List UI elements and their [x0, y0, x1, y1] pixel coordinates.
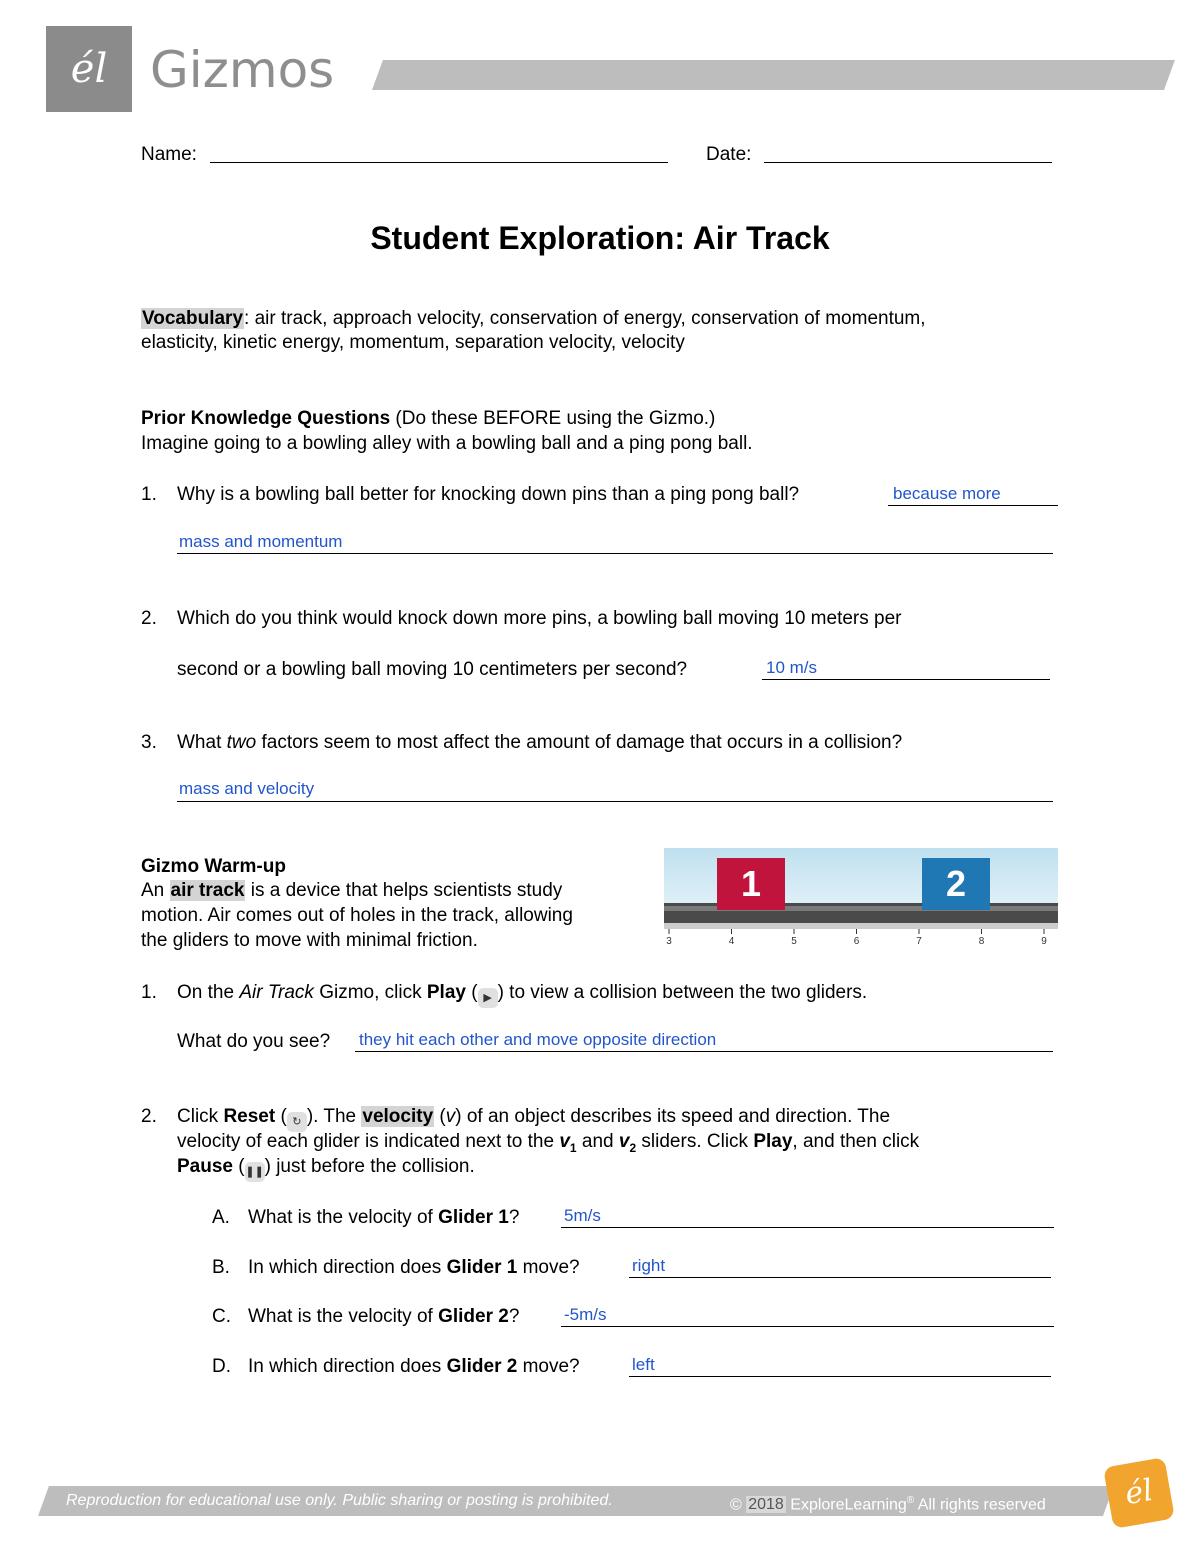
question-number: 3.	[141, 732, 157, 753]
answer-line[interactable]	[561, 1326, 1054, 1327]
gizmos-brand: Gizmos	[150, 41, 335, 99]
warmup-heading: Gizmo Warm-up	[141, 856, 286, 877]
ruler-tick-label: 6	[853, 936, 860, 947]
ruler-tick-label: 8	[978, 936, 985, 947]
header-bar	[372, 60, 1175, 90]
warmup-question-2-line-3: Pause (❚❚) just before the collision.	[177, 1155, 475, 1182]
answer-text: mass and momentum	[179, 532, 343, 551]
ruler-tick-label: 7	[916, 936, 922, 947]
vocabulary-line-1: Vocabulary: air track, approach velocity, conservation of energy, conservation of momentum,	[142, 308, 926, 329]
vocabulary-label: Vocabulary	[142, 308, 244, 329]
answer-line[interactable]	[762, 679, 1050, 680]
reset-icon: ↻	[287, 1112, 307, 1132]
track-base	[664, 923, 1058, 929]
footer-copyright: © 2018 ExploreLearning® All rights reserved	[730, 1495, 1046, 1514]
question-number: 1.	[141, 982, 157, 1003]
question-number: 2.	[141, 1106, 157, 1127]
answer-line[interactable]	[177, 801, 1053, 802]
glider-2: 2	[922, 858, 990, 910]
answer-text: they hit each other and move opposite direction	[359, 1030, 717, 1049]
answer-text: right	[632, 1256, 666, 1275]
answer-text: because more	[893, 484, 1001, 503]
sub-question-a: What is the velocity of Glider 1?	[248, 1207, 520, 1228]
warmup-question-2-line-2: velocity of each glider is indicated next to the $v_1$ and $v_2$ sliders. Click Play, and then click	[177, 1131, 920, 1155]
sub-question-letter: D.	[212, 1356, 231, 1377]
sub-question-c: What is the velocity of Glider 2?	[248, 1306, 520, 1327]
prior-knowledge-heading: Prior Knowledge Questions (Do these BEFORE using the Gizmo.)	[141, 408, 716, 429]
warmup-line-2: motion. Air comes out of holes in the track, allowing	[141, 905, 573, 926]
question-2-line-1: Which do you think would knock down more pins, a bowling ball moving 10 meters per	[177, 608, 902, 629]
question-number: 1.	[141, 484, 157, 505]
answer-line[interactable]	[561, 1227, 1054, 1228]
air-track-image	[664, 848, 1058, 958]
warmup-line-1: An air track is a device that helps scientists study	[141, 880, 563, 901]
ruler-tick-label: 5	[791, 936, 797, 947]
answer-text: left	[632, 1355, 655, 1374]
page-title: Student Exploration: Air Track	[370, 220, 830, 256]
sub-question-letter: B.	[212, 1257, 230, 1278]
glider-1: 1	[717, 858, 785, 910]
name-field[interactable]	[210, 162, 668, 163]
vocabulary-line-2: elasticity, kinetic energy, momentum, separation velocity, velocity	[141, 332, 685, 353]
answer-line[interactable]	[629, 1376, 1051, 1377]
footer-notice: Reproduction for educational use only. Public sharing or posting is prohibited.	[66, 1492, 613, 1509]
warmup-question-2-line-1: Click Reset ( ↻ ). The velocity (v) of an object describes its speed and direction. The	[177, 1105, 890, 1132]
answer-line[interactable]	[888, 505, 1058, 506]
prior-knowledge-intro: Imagine going to a bowling alley with a bowling ball and a ping pong ball.	[141, 433, 753, 454]
sub-question-d: In which direction does Glider 2 move?	[248, 1356, 580, 1377]
answer-line[interactable]	[629, 1277, 1051, 1278]
sub-question-letter: A.	[212, 1207, 230, 1228]
sub-question-letter: C.	[212, 1306, 231, 1327]
answer-line[interactable]	[355, 1051, 1053, 1052]
warmup-question-1-text: On the Air Track Gizmo, click Play ( ▶ ) to view a collision between the two gliders.	[177, 981, 867, 1008]
date-field[interactable]	[764, 162, 1052, 163]
question-2-line-2: second or a bowling ball moving 10 centimeters per second?	[177, 659, 688, 680]
play-icon: ▶	[478, 988, 498, 1008]
question-1-text: Why is a bowling ball better for knocking down pins than a ping pong ball?	[177, 484, 800, 505]
answer-text: 10 m/s	[766, 658, 818, 677]
question-3-text: What two factors seem to most affect the amount of damage that occurs in a collision?	[177, 732, 903, 753]
explorelearning-footer-logo: él	[1103, 1457, 1175, 1529]
sub-question-b: In which direction does Glider 1 move?	[248, 1257, 580, 1278]
answer-text: -5m/s	[564, 1305, 607, 1324]
warmup-question-1-prompt: What do you see?	[177, 1031, 331, 1052]
ruler-tick-label: 4	[728, 936, 735, 947]
track-ruler	[666, 929, 1047, 947]
date-label: Date:	[706, 144, 752, 165]
explorelearning-logo: él	[46, 26, 132, 112]
warmup-line-3: the gliders to move with minimal friction.	[141, 930, 478, 951]
question-number: 2.	[141, 608, 157, 629]
answer-text: 5m/s	[564, 1206, 601, 1225]
pause-icon: ❚❚	[245, 1162, 265, 1182]
answer-text: mass and velocity	[179, 779, 315, 798]
answer-line[interactable]	[177, 553, 1053, 554]
ruler-tick-label: 9	[1041, 936, 1047, 947]
name-label: Name:	[141, 144, 197, 165]
ruler-tick-label: 3	[666, 936, 672, 947]
